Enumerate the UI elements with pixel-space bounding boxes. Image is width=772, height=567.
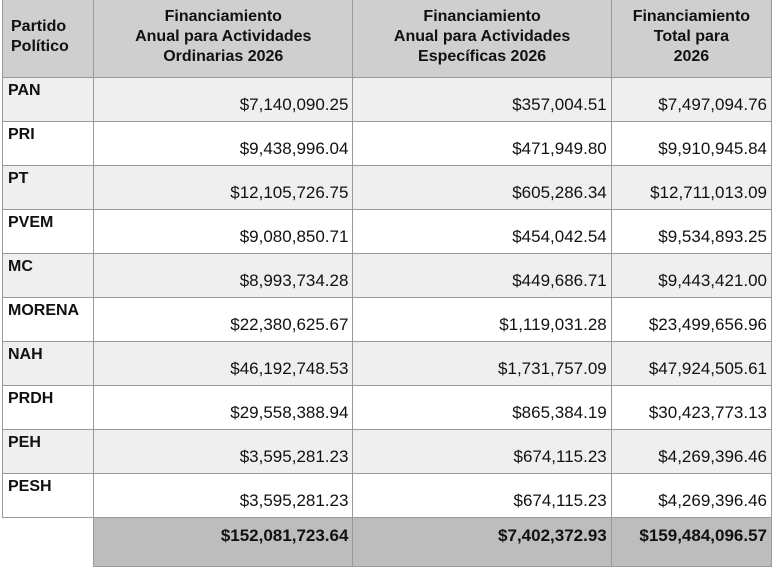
header-line: Ordinarias 2026 — [163, 47, 284, 65]
header-row — [3, 0, 772, 78]
specific-cell: $449,686.71 — [353, 254, 611, 298]
ordinary-cell: $12,105,726.75 — [94, 166, 353, 210]
total-cell: $23,499,656.96 — [611, 298, 771, 342]
header-line: Financiamiento — [164, 7, 282, 25]
total-cell: $7,497,094.76 — [611, 78, 771, 122]
party-cell: PT — [3, 166, 94, 210]
total-ordinary-cell: $152,081,723.64 — [94, 518, 353, 567]
total-cell: $9,443,421.00 — [611, 254, 771, 298]
table-row — [3, 386, 772, 430]
specific-cell: $1,119,031.28 — [353, 298, 611, 342]
total-cell: $47,924,505.61 — [611, 342, 771, 386]
party-cell: PRDH — [3, 386, 94, 430]
table-row — [3, 430, 772, 474]
table-header — [3, 0, 772, 78]
specific-cell: $357,004.51 — [353, 78, 611, 122]
total-cell: $30,423,773.13 — [611, 386, 771, 430]
ordinary-cell: $9,438,996.04 — [94, 122, 353, 166]
specific-cell: $605,286.34 — [353, 166, 611, 210]
party-cell: MORENA — [3, 298, 94, 342]
header-line: Anual para Actividades — [393, 27, 571, 45]
header-party — [3, 0, 94, 78]
ordinary-cell: $29,558,388.94 — [94, 386, 353, 430]
header-line: Específicas 2026 — [418, 47, 547, 65]
header-line: Financiamiento — [423, 7, 541, 25]
totals-row — [3, 518, 772, 567]
header-line: Financiamiento — [632, 7, 751, 25]
party-cell: PRI — [3, 122, 94, 166]
total-cell: $9,910,945.84 — [611, 122, 771, 166]
ordinary-cell: $22,380,625.67 — [94, 298, 353, 342]
ordinary-cell: $8,993,734.28 — [94, 254, 353, 298]
total-cell: $4,269,396.46 — [611, 474, 771, 518]
ordinary-cell: $7,140,090.25 — [94, 78, 353, 122]
specific-cell: $674,115.23 — [353, 430, 611, 474]
ordinary-cell: $3,595,281.23 — [94, 474, 353, 518]
header-total — [611, 0, 771, 78]
party-cell: MC — [3, 254, 94, 298]
total-cell: $4,269,396.46 — [611, 430, 771, 474]
party-cell: PEH — [3, 430, 94, 474]
total-cell: $9,534,893.25 — [611, 210, 771, 254]
specific-cell: $865,384.19 — [353, 386, 611, 430]
party-cell: PAN — [3, 78, 94, 122]
total-specific-cell: $7,402,372.93 — [353, 518, 611, 567]
party-cell: PVEM — [3, 210, 94, 254]
ordinary-cell: $9,080,850.71 — [94, 210, 353, 254]
totals-blank-cell — [3, 518, 94, 567]
total-total-cell: $159,484,096.57 — [611, 518, 771, 567]
header-specific — [353, 0, 611, 78]
table-row — [3, 166, 772, 210]
table-row — [3, 342, 772, 386]
table-body — [3, 78, 772, 567]
header-line: Total para — [653, 27, 730, 45]
table-row — [3, 122, 772, 166]
specific-cell: $674,115.23 — [353, 474, 611, 518]
party-cell: PESH — [3, 474, 94, 518]
table-row — [3, 254, 772, 298]
table-row — [3, 474, 772, 518]
header-line: Anual para Actividades — [135, 27, 312, 45]
party-cell: NAH — [3, 342, 94, 386]
table-row — [3, 210, 772, 254]
specific-cell: $454,042.54 — [353, 210, 611, 254]
header-line: Político — [11, 37, 69, 55]
header-ordinary — [94, 0, 353, 78]
table-row — [3, 298, 772, 342]
header-line: Partido — [11, 17, 67, 35]
ordinary-cell: $46,192,748.53 — [94, 342, 353, 386]
table-row — [3, 78, 772, 122]
specific-cell: $471,949.80 — [353, 122, 611, 166]
total-cell: $12,711,013.09 — [611, 166, 771, 210]
header-line: 2026 — [673, 47, 710, 65]
financing-table — [2, 0, 772, 567]
specific-cell: $1,731,757.09 — [353, 342, 611, 386]
ordinary-cell: $3,595,281.23 — [94, 430, 353, 474]
